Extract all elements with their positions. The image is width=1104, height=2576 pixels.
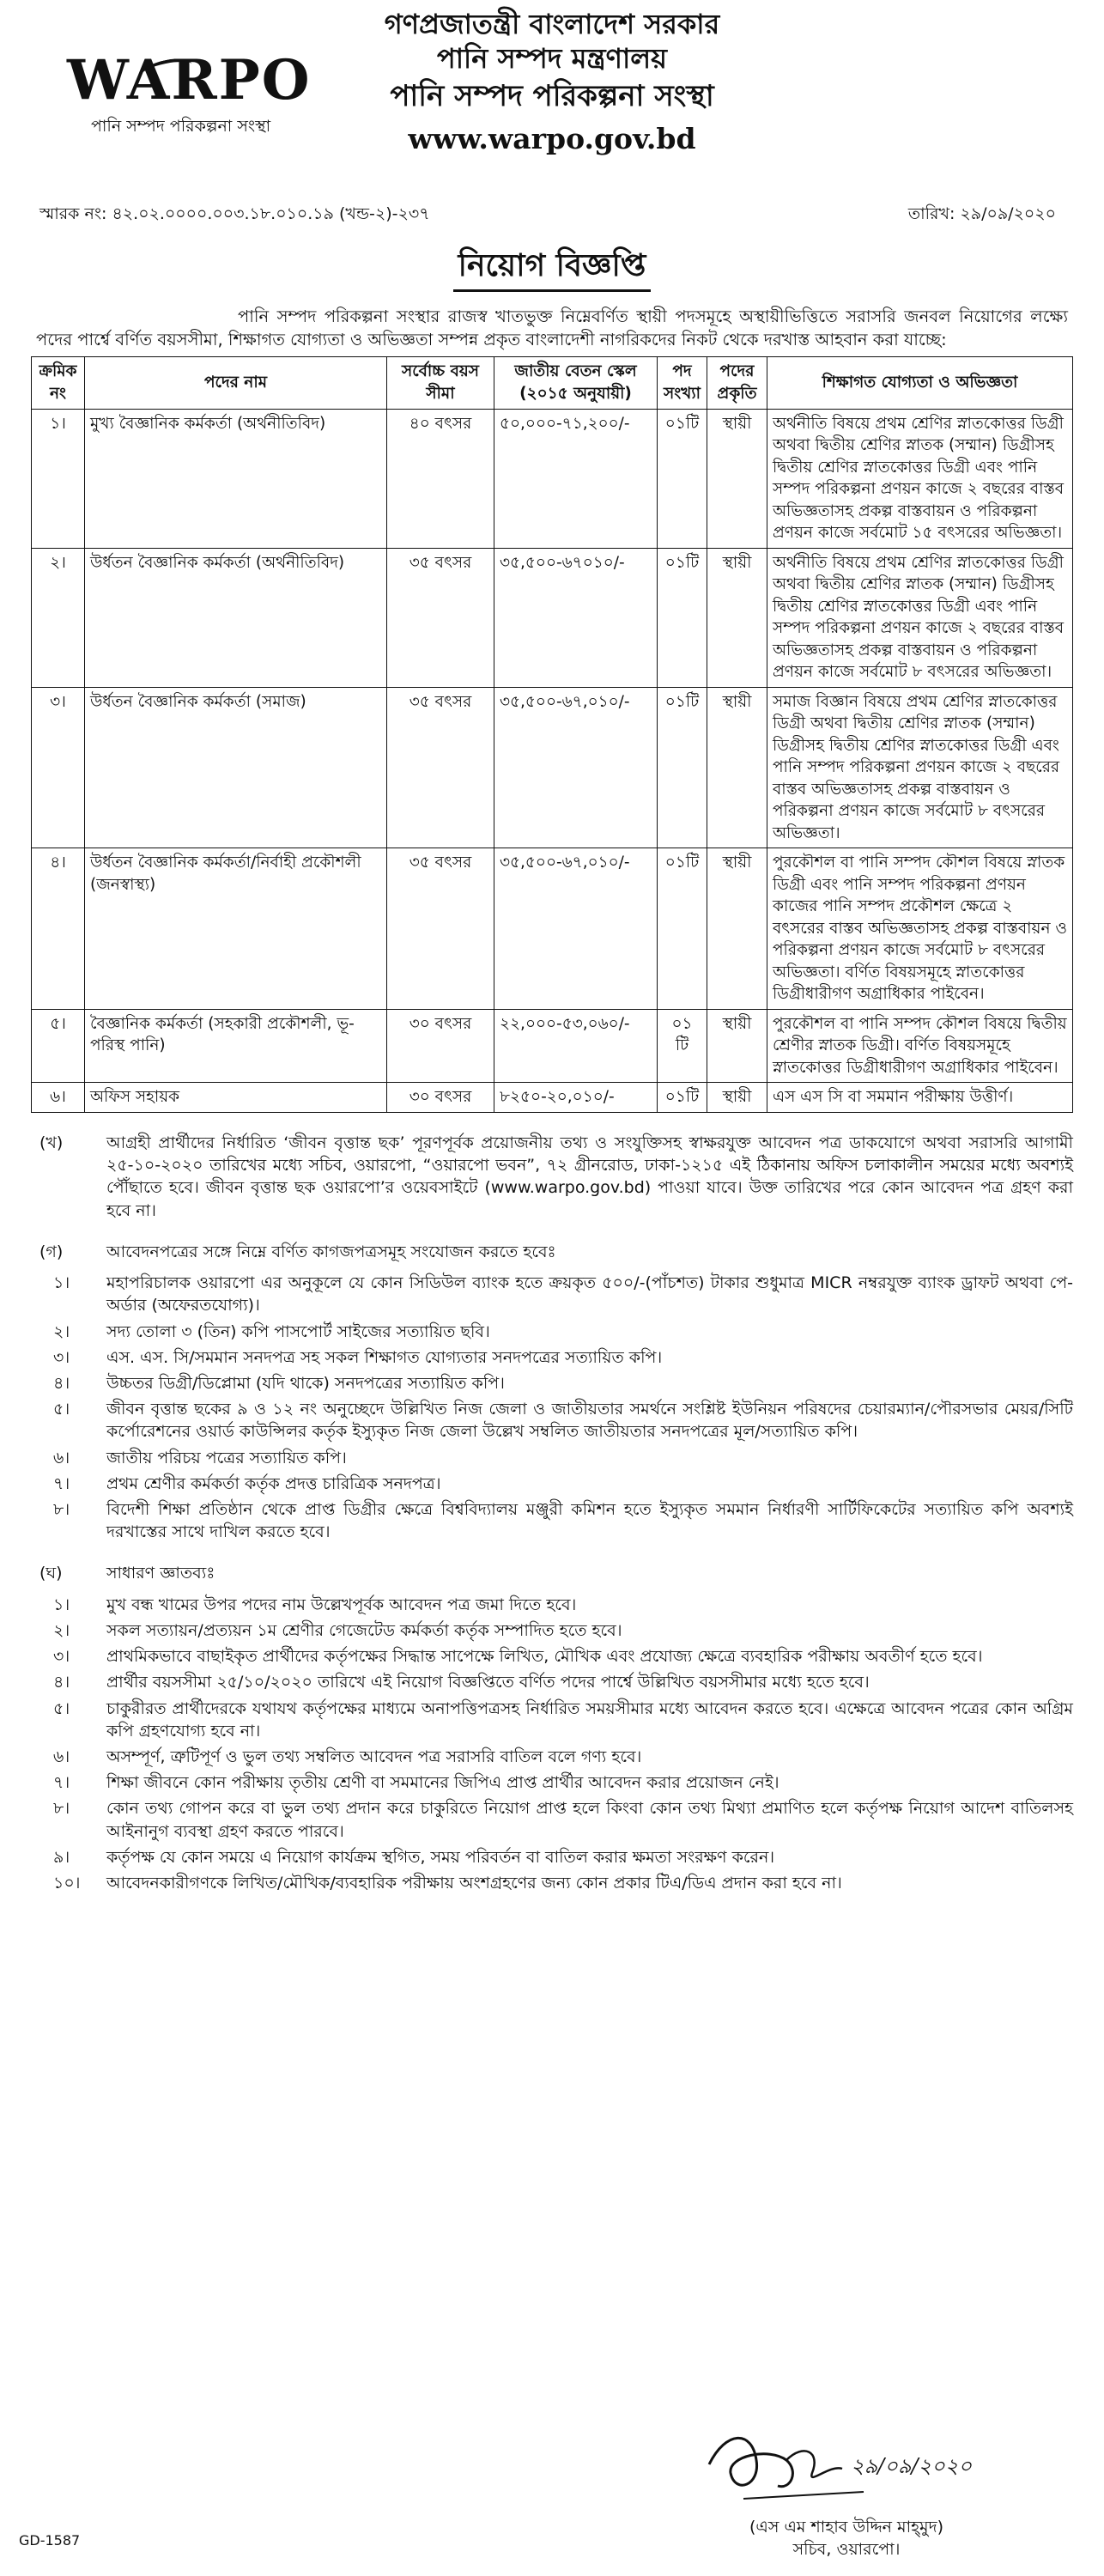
item-number: ১। [53,1273,70,1293]
item-number: ১০। [53,1874,81,1893]
list-item [53,1619,1073,1642]
list-item [53,1797,1073,1842]
list-item [53,1398,1073,1443]
item-text: কোন তথ্য গোপন করে বা ভুল তথ্য প্রদান করে চাকুরিতে নিয়োগ প্রাপ্ত হলে কিংবা কোন তথ্য মিথ্যা প্রমাণিত হলে কর্তৃপক্ষ নিয়োগ আদেশ বাতিলসহ আইনানুগ ব্যবস্থা গ্রহণ করতে পারবে। [106,1799,1073,1841]
table-row [32,1083,1073,1113]
memo-number: স্মারক নং: ৪২.০২.০০০০.০০৩.১৮.০১০.১৯ (খন্ড-২)-২৩৭ [39,204,430,223]
section-heading-text: আবেদনপত্রের সঙ্গে নিম্নে বর্ণিত কাগজপত্রসমূহ সংযোজন করতে হবেঃ [106,1242,556,1261]
cell-post-name: উর্ধতন বৈজ্ঞানিক কর্মকর্তা (অর্থনীতিবিদ) [85,548,387,687]
logo-tagline: পানি সম্পদ পরিকল্পনা সংস্থা [91,117,271,136]
section-marker: (খ) [39,1133,64,1152]
cell-post-name: উর্ধতন বৈজ্ঞানিক কর্মকর্তা/নির্বাহী প্রকৌশলী (জনস্বাস্থ্য) [85,848,387,1010]
item-text: জীবন বৃত্তান্ত ছকের ৯ ও ১২ নং অনুচ্ছেদে উল্লিখিত নিজ জেলা ও জাতীয়তার সমর্থনে সংশ্লিষ্ট ইউনিয়ন পরিষদের চেয়ারম্যান/পৌরসভার মেয়র/সিটি কর্পোরেশনের ওয়ার্ড কাউন্সিলর কর্তৃক ইস্যুকৃত নিজ জেলা উল্লেখ সম্বলিত জাতীয়তার সনদপত্রের মূল/সত্যায়িত কপি। [106,1400,1073,1442]
cell-qualification: অর্থনীতি বিষয়ে প্রথম শ্রেণির স্নাতকোত্তর ডিগ্রী অথবা দ্বিতীয় শ্রেণির স্নাতক (সম্মান) ডিগ্রীসহ দ্বিতীয় শ্রেণির স্নাতকোত্তর ডিগ্রী এবং পানি সম্পদ পরিকল্পনা প্রণয়ন কাজে ২ বছরের বাস্তব অভিজ্ঞতাসহ প্রকল্প বাস্তবায়ন ও পরিকল্পনা প্রণয়ন কাজে সর্বমোট ৮ বৎসরের অভিজ্ঞতা। [767,548,1073,687]
item-number: ৬। [53,1747,70,1767]
logo-wordmark: WARPO [67,48,312,112]
item-text: মুখ বন্ধ খামের উপর পদের নাম উল্লেখপূর্বক আবেদন পত্র জমা দিতে হবে। [106,1595,577,1614]
cell-max-age: ৩৫ বৎসর [387,848,494,1010]
section-marker: (ঘ) [39,1564,63,1583]
cell-pay-scale: ২২,০০০-৫৩,০৬০/- [494,1009,658,1083]
cell-post-name: বৈজ্ঞানিক কর্মকর্তা (সহকারী প্রকৌশলী, ভূ-পরিস্থ পানি) [85,1009,387,1083]
cell-post-nature: স্থায়ী [707,848,767,1010]
cell-max-age: ৩০ বৎসর [387,1083,494,1113]
item-text: জাতীয় পরিচয় পত্রের সত্যায়িত কপি। [106,1448,347,1467]
cell-qualification: সমাজ বিজ্ঞান বিষয়ে প্রথম শ্রেণির স্নাতকোত্তর ডিগ্রী অথবা দ্বিতীয় শ্রেণির স্নাতক (সম্মান) ডিগ্রীসহ দ্বিতীয় শ্রেণির স্নাতকোত্তর ডিগ্রী এবং পানি সম্পদ পরিকল্পনা প্রণয়ন কাজে ২ বছরের বাস্তব অভিজ্ঞতাসহ প্রকল্প বাস্তবায়ন ও পরিকল্পনা প্রণয়ন কাজে সর্বমোট ৮ বৎসরের অভিজ্ঞতা। [767,687,1073,848]
warpo-logo [67,48,359,137]
table-row [32,687,1073,848]
cell-post-nature: স্থায়ী [707,409,767,548]
gov-line-3: পানি সম্পদ পরিকল্পনা সংস্থা [390,78,714,113]
section-marker: (গ) [39,1242,64,1261]
signature-image [666,2413,1027,2516]
cell-post-name: অফিস সহায়ক [85,1083,387,1113]
list-item [53,1872,1073,1894]
item-number: ২। [53,1620,70,1640]
cell-pay-scale: ৩৫,৫০০-৬৭,০১০/- [494,687,658,848]
cell-qualification: পুরকৌশল বা পানি সম্পদ কৌশল বিষয়ে দ্বিতীয় শ্রেণীর স্নাতক ডিগ্রী। বর্ণিত বিষয়সমূহে স্নাতকোত্তর ডিগ্রীধারীগণ অগ্রাধিকার পাইবেন। [767,1009,1073,1083]
item-number: ৭। [53,1473,70,1493]
list-item [53,1671,1073,1693]
cell-serial: ১। [32,409,85,548]
item-text: চাকুরীরত প্রার্থীদেরকে যথাযথ কর্তৃপক্ষের মাধ্যমে অনাপত্তিপত্রসহ নির্ধারিত সময়সীমার মধ্যে আবেদন করতে হবে। এক্ষেত্রে আবেদন পত্রের কোন অগ্রিম কপি গ্রহণযোগ্য হবে না। [106,1698,1073,1741]
item-text: প্রার্থীর বয়সসীমা ২৫/১০/২০২০ তারিখে এই নিয়োগ বিজ্ঞপ্তিতে বর্ণিত পদের পার্শ্বে উল্লিখিত বয়সসীমার মধ্যে হতে হবে। [106,1673,870,1692]
item-number: ৭। [53,1773,70,1793]
section-ga [31,1241,1073,1544]
item-text: আবেদনকারীগণকে লিখিত/মৌখিক/ব্যবহারিক পরীক্ষায় অংশগ্রহণের জন্য কোন প্রকার টিএ/ডিএ প্রদান করা হবে না। [106,1874,842,1893]
table-row [32,848,1073,1010]
cell-post-nature: স্থায়ী [707,687,767,848]
item-text: কর্তৃপক্ষ যে কোন সময়ে এ নিয়োগ কার্যক্রম স্থগিত, সময় পরিবর্তন বা বাতিল করার ক্ষমতা সংরক্ষণ করেন। [106,1847,775,1867]
item-text: বিদেশী শিক্ষা প্রতিষ্ঠান থেকে প্রাপ্ত ডিগ্রীর ক্ষেত্রে বিশ্ববিদ্যালয় মঞ্জুরী কমিশন হতে ইস্যুকৃত সমমান নির্ধারণী সার্টিফিকেটের সত্যায়িত কপি অবশ্যই দরখাস্তের সাথে দাখিল করতে হবে। [106,1500,1073,1542]
memo-date: তারিখ: ২৯/০৯/২০২০ [907,204,1056,223]
list-item [53,1473,1073,1495]
cell-post-count: ০১টি [658,848,707,1010]
item-text: সকল সত্যায়ন/প্রত্যয়ন ১ম শ্রেণীর গেজেটেড কর্মকর্তা কর্তৃক সম্পাদিত হতে হবে। [106,1620,622,1640]
item-number: ৪। [53,1673,70,1692]
item-number: ৬। [53,1448,70,1467]
list-item [53,1372,1073,1394]
item-number: ৫। [53,1400,70,1419]
item-number: ৩। [53,1347,70,1367]
cell-post-nature: স্থায়ী [707,1083,767,1113]
cell-qualification: এস এস সি বা সমমান পরীক্ষায় উত্তীর্ণ। [767,1083,1073,1113]
table-row [32,409,1073,548]
cell-pay-scale: ৮২৫০-২০,০১০/- [494,1083,658,1113]
list-item [53,1321,1073,1343]
memo-row [39,203,1056,225]
section-gha [31,1562,1073,1894]
cell-serial: ৩। [32,687,85,848]
section-heading [39,1241,1073,1263]
item-text: সদ্য তোলা ৩ (তিন) কপি পাসপোর্ট সাইজের সত্যায়িত ছবি। [106,1321,490,1341]
table-row [32,1009,1073,1083]
application-instructions [39,1132,1073,1222]
cell-serial: ৫। [32,1009,85,1083]
cell-post-count: ০১টি [658,687,707,848]
item-number: ৩। [53,1647,70,1667]
list-item [53,1447,1073,1469]
cell-qualification: পুরকৌশল বা পানি সম্পদ কৌশল বিষয়ে স্নাতক ডিগ্রী এবং পানি সম্পদ পরিকল্পনা প্রণয়ন কাজের পানি সম্পদ প্রকৌশল ক্ষেত্রে ২ বৎসরের বাস্তব অভিজ্ঞতাসহ প্রকল্প বাস্তবায়ন ও পরিকল্পনা প্রণয়ন কাজে সর্বমোট ৮ বৎসরের অভিজ্ঞতা। বর্ণিত বিষয়সমূহে স্নাতকোত্তর ডিগ্রীধারীগণ অগ্রাধিকার পাইবেন। [767,848,1073,1010]
col-pay-scale: জাতীয় বেতন স্কেল (২০১৫ অনুযায়ী) [494,357,658,409]
general-notes-list [53,1594,1073,1895]
signatory-name: (এস এম শাহাব উদ্দিন মাহ্‌মুদ) [749,2518,944,2537]
table-header-row [32,357,1073,409]
cell-serial: ২। [32,548,85,687]
handwritten-signature-icon [692,2413,1001,2512]
cell-post-count: ০১টি [658,409,707,548]
cell-max-age: ৩০ বৎসর [387,1009,494,1083]
cell-pay-scale: ৩৫,৫০০-৬৭০১০/- [494,548,658,687]
cell-post-nature: স্থায়ী [707,1009,767,1083]
list-item [53,1645,1073,1668]
list-item [53,1846,1073,1868]
item-number: ৪। [53,1373,70,1393]
list-item [53,1272,1073,1316]
item-number: ৫। [53,1698,70,1718]
cell-max-age: ৩৫ বৎসর [387,687,494,848]
list-item [53,1346,1073,1369]
signatory-designation: সচিব, ওয়ারপো। [792,2540,901,2560]
item-text: মহাপরিচালক ওয়ারপো এর অনুকূলে যে কোন সিডিউল ব্যাংক হতে ক্রয়কৃত ৫০০/-(পাঁচশত) টাকার শুধুমাত্র MICR নম্বরযুক্ত ব্যাংক ড্রাফট অথবা পে-অর্ডার (অফেরতযোগ্য)। [106,1273,1073,1315]
col-post-nature: পদের প্রকৃতি [707,357,767,409]
item-text: প্রাথমিকভাবে বাছাইকৃত প্রার্থীদের কর্তৃপক্ষের সিদ্ধান্ত সাপেক্ষে লিখিত, মৌখিক এবং প্রযোজ্য ক্ষেত্রে ব্যবহারিক পরীক্ষায় অবতীর্ণ হতে হবে। [106,1647,983,1667]
item-number: ২। [53,1321,70,1341]
page-title: নিয়োগ বিজ্ঞপ্তি [453,245,652,292]
cell-post-name: মুখ্য বৈজ্ঞানিক কর্মকর্তা (অর্থনীতিবিদ) [85,409,387,548]
gd-code: GD-1587 [19,2531,81,2549]
item-number: ১। [53,1595,70,1614]
item-text: অসম্পূর্ণ, ত্রুটিপূর্ণ ও ভুল তথ্য সম্বলিত আবেদন পত্র সরাসরি বাতিল বলে গণ্য হবে। [106,1747,642,1767]
cell-max-age: ৩৫ বৎসর [387,548,494,687]
intro-paragraph: পানি সম্পদ পরিকল্পনা সংস্থার রাজস্ব খাতভুক্ত নিম্নেবর্ণিত স্থায়ী পদসমূহে অস্থায়ীভিত্তিতে সরাসরি জনবল নিয়োগের লক্ষ্যে পদের পার্শ্বে বর্ণিত বয়সসীমা, শিক্ষাগত যোগ্যতা ও অভিজ্ঞতা সম্পন্ন প্রকৃত বাংলাদেশী নাগরিকদের নিকট থেকে দরখাস্ত আহবান করা যাচ্ছে: [36,306,1068,349]
table-row [32,548,1073,687]
cell-max-age: ৪০ বৎসর [387,409,494,548]
section-heading-text: সাধারণ জ্ঞাতব্যঃ [106,1564,215,1583]
gov-line-2: পানি সম্পদ মন্ত্রণালয় [437,42,667,75]
item-text: প্রথম শ্রেণীর কর্মকর্তা কর্তৃক প্রদত্ত চারিত্রিক সনদপত্র। [106,1473,441,1493]
cell-post-nature: স্থায়ী [707,548,767,687]
item-text: উচ্চতর ডিগ্রী/ডিপ্লোমা (যদি থাকে) সনদপত্রের সত্যায়িত কপি। [106,1373,505,1393]
item-number: ৮। [53,1500,70,1520]
item-number: ৯। [53,1847,70,1867]
section-kha [31,1132,1073,1222]
signature-block [666,2413,1027,2561]
handwritten-date: ২৯/০৯/২০২০ [851,2454,972,2478]
list-item [53,1498,1073,1543]
col-qualification: শিক্ষাগত যোগ্যতা ও অভিজ্ঞতা [767,357,1073,409]
list-item [53,1771,1073,1794]
col-max-age: সর্বোচ্চ বয়স সীমা [387,357,494,409]
col-post-count: পদ সংখ্যা [658,357,707,409]
documents-list [53,1272,1073,1543]
list-item [53,1594,1073,1616]
cell-qualification: অর্থনীতি বিষয়ে প্রথম শ্রেণির স্নাতকোত্তর ডিগ্রী অথবা দ্বিতীয় শ্রেণির স্নাতক (সম্মান) ডিগ্রীসহ দ্বিতীয় শ্রেণির স্নাতকোত্তর ডিগ্রী এবং পানি সম্পদ পরিকল্পনা প্রণয়ন কাজে ২ বছরের বাস্তব অভিজ্ঞতাসহ প্রকল্প বাস্তবায়ন ও পরিকল্পনা প্রণয়ন কাজে সর্বমোট ১৫ বৎসরের অভিজ্ঞতা। [767,409,1073,548]
cell-post-count: ০১টি [658,1083,707,1113]
list-item [53,1698,1073,1742]
cell-post-count: ০১টি [658,548,707,687]
cell-pay-scale: ৫০,০০০-৭১,২০০/- [494,409,658,548]
list-item [53,1746,1073,1768]
gov-line-1: গণপ্রজাতন্ত্রী বাংলাদেশ সরকার [384,8,720,40]
cell-serial: ৪। [32,848,85,1010]
section-heading [39,1562,1073,1584]
title-wrap [31,245,1073,292]
cell-serial: ৬। [32,1083,85,1113]
cell-post-name: উর্ধতন বৈজ্ঞানিক কর্মকর্তা (সমাজ) [85,687,387,848]
header [31,0,1073,223]
cell-pay-scale: ৩৫,৫০০-৬৭,০১০/- [494,848,658,1010]
item-text: এস. এস. সি/সমমান সনদপত্র সহ সকল শিক্ষাগত যোগ্যতার সনদপত্রের সত্যায়িত কপি। [106,1347,663,1367]
item-number: ৮। [53,1799,70,1819]
section-text: আগ্রহী প্রার্থীদের নির্ধারিত ‘জীবন বৃত্তান্ত ছক’ পূরণপূর্বক প্রয়োজনীয় তথ্য ও সংযুক্তিসহ স্বাক্ষরযুক্ত আবেদন পত্র ডাকযোগে অথবা সরাসরি আগামী ২৫-১০-২০২০ তারিখের মধ্যে সচিব, ওয়ারপো, “ওয়ারপো ভবন”, ৭২ গ্রীনরোড, ঢাকা-১২১৫ এই ঠিকানায় অফিস চলাকালীন সময়ের মধ্যে অবশ্যই পৌঁছাতে হবে। জীবন বৃত্তান্ত ছক ওয়ারপো’র ওয়েবসাইটে (www.warpo.gov.bd) পাওয়া যাবে। উক্ত তারিখের পরে কোন আবেদন পত্র গ্রহণ করা হবে না। [106,1133,1073,1220]
posts-table [31,356,1073,1113]
cell-post-count: ০১ টি [658,1009,707,1083]
website-link[interactable]: www.warpo.gov.bd [408,122,696,156]
col-post-name: পদের নাম [85,357,387,409]
item-text: শিক্ষা জীবনে কোন পরীক্ষায় তৃতীয় শ্রেণী বা সমমানের জিপিএ প্রাপ্ত প্রার্থীর আবেদন করার প্রয়োজন নেই। [106,1773,779,1793]
col-serial: ক্রমিক নং [32,357,85,409]
